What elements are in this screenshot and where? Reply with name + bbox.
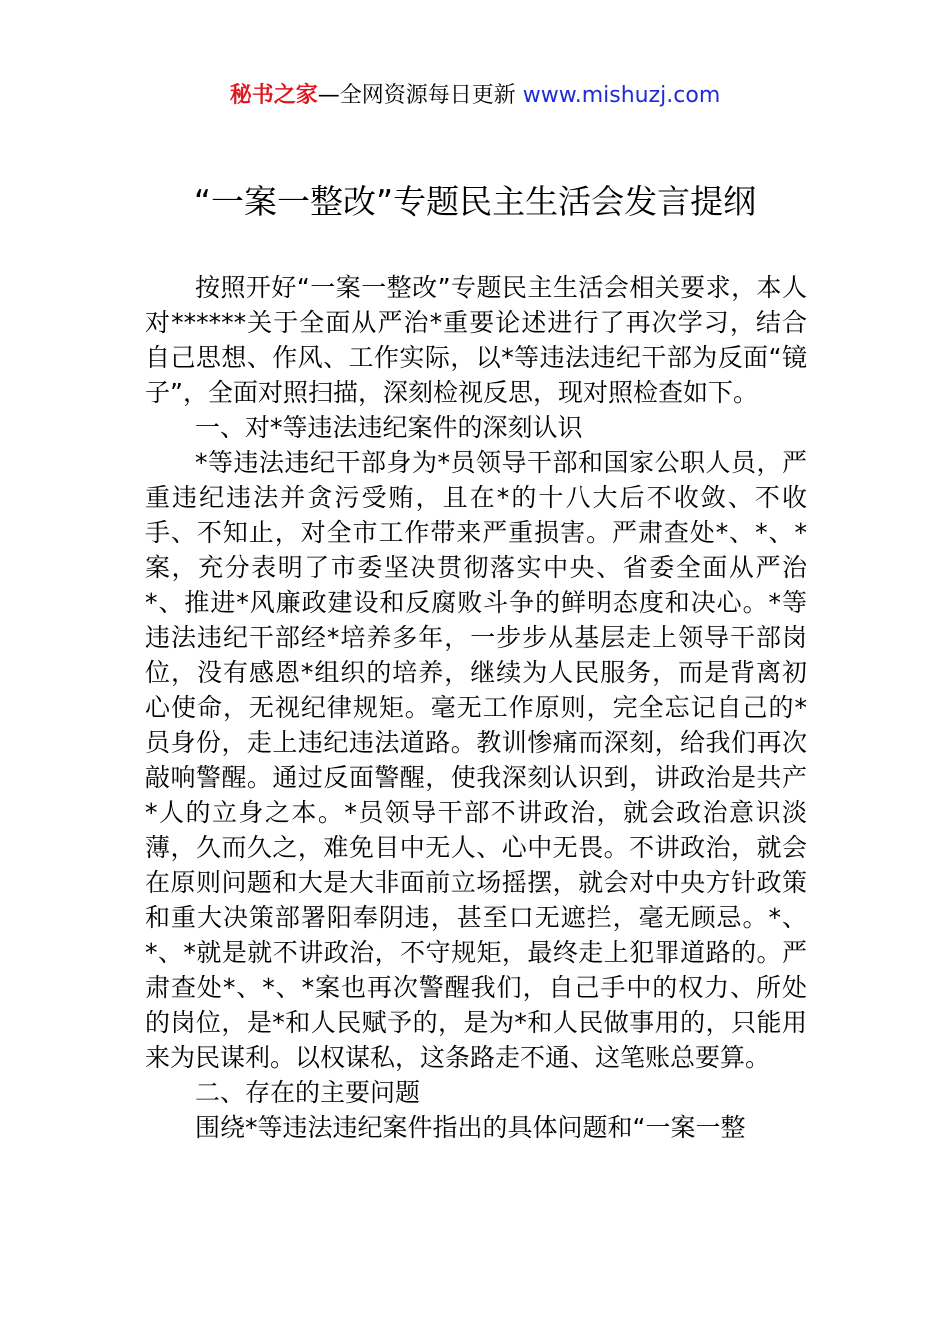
header-brand: 秘书之家 [229, 83, 318, 108]
section-1-paragraph: *等违法违纪干部身为*员领导干部和国家公职人员，严重违纪违法并贪污受贿，且在*的十八大后不收敛、不收手、不知止，对全市工作带来严重损害。严肃查处*、*、*案，充分表明了市委坚决贯彻落实中央、省委全面从严治*、推进*风廉政建设和反腐败斗争的鲜明态度和决心。*等违法违纪干部经*培养多年，一步步从基层走上领导干部岗位，没有感恩*组织的培养，继续为人民服务，而是背离初心使命，无视纪律规矩。毫无工作原则，完全忘记自己的*员身份，走上违纪违法道路。教训惨痛而深刻，给我们再次敲响警醒。通过反面警醒，使我深刻认识到，讲政治是共产*人的立身之本。*员领导干部不讲政治，就会政治意识淡薄，久而久之，难免目中无人、心中无畏。不讲政治，就会在原则问题和大是大非面前立场摇摆，就会对中央方针政策和重大决策部署阳奉阴违，甚至口无遮拦，毫无顾忌。*、*、*就是就不讲政治，不守规矩，最终走上犯罪道路的。严肃查处*、*、*案也再次警醒我们，自己手中的权力、所处的岗位，是*和人民赋予的，是为*和人民做事用的，只能用来为民谋利。以权谋私，这条路走不通、这笔账总要算。 [145, 448, 807, 1072]
document-title: “一案一整改”专题民主生活会发言提纲 [193, 182, 757, 221]
section-2-paragraph: 围绕*等违法违纪案件指出的具体问题和“一案一整 [195, 1113, 746, 1142]
intro-paragraph: 按照开好“一案一整改”专题民主生活会相关要求，本人对******关于全面从严治*重要论述进行了再次学习，结合自己思想、作风、工作实际，以*等违法违纪干部为反面“镜子”，全面对照扫描，深刻检视反思，现对照检查如下。 [145, 273, 807, 407]
page-header [0, 80, 950, 112]
section-heading-1: 一、对*等违法违纪案件的深刻认识 [195, 413, 583, 442]
section-heading-2: 二、存在的主要问题 [195, 1078, 421, 1107]
header-tagline: —全网资源每日更新 [317, 83, 523, 108]
document-body [145, 270, 807, 1145]
header-url-link[interactable]: www.mishuzj.com [522, 83, 721, 108]
